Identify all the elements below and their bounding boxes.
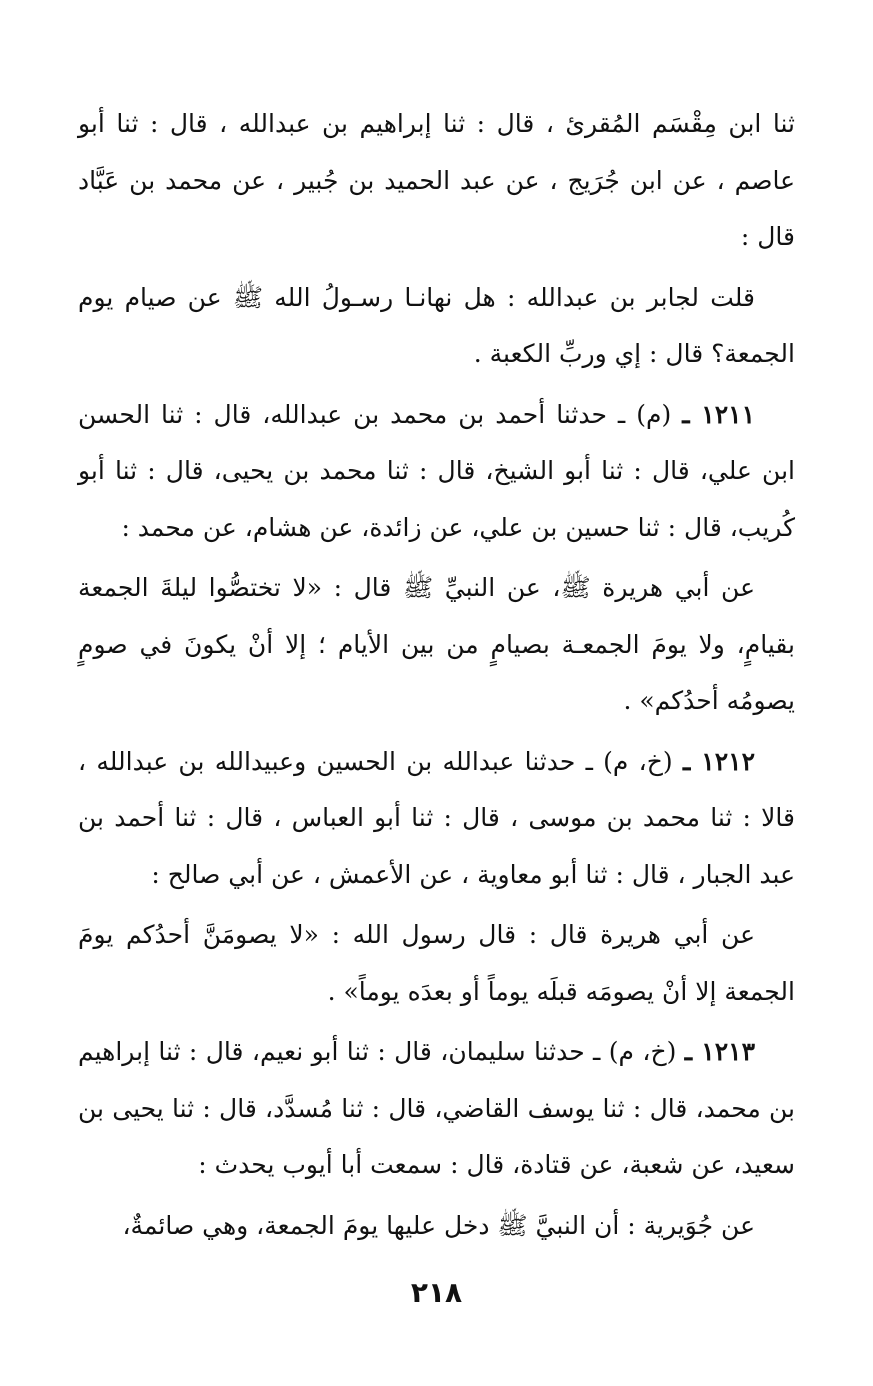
paragraph-matn [78,1198,795,1255]
main-text [78,96,795,1254]
hadith-1213 [78,1024,795,1194]
hadith-number: ١٢١١ ـ [682,399,755,429]
hadith-number: ١٢١٣ ـ [684,1037,756,1066]
paragraph-matn [78,907,795,1020]
paragraph-matn [78,270,795,383]
page-number: ٢١٨ [410,1276,463,1309]
paragraph-matn [78,560,795,730]
hadith-1211 [78,387,795,557]
paragraph-text: ثنا ابن مِقْسَم المُقرئ ، قال : ثنا إبراهيم بن عبدالله ، قال : ثنا أبو عاصم ، عن ابن جُرَيج ، عن عبد الحميد بن جُبير ، عن محمد بن عَبَّاد قال : [78,109,795,251]
paragraph-text: عن أبي هريرة ﷺ، عن النبيِّ ﷺ قال : «لا تختصُّوا ليلةَ الجمعة بقيامٍ، ولا يومَ الجمعـة بصيامٍ من بين الأيام ؛ إلا أنْ يكونَ في صومٍ يصومُه أحدُكم» . [78,573,795,715]
hadith-1212 [78,734,795,904]
paragraph-text: قلت لجابر بن عبدالله : هل نهانـا رسـولُ الله ﷺ عن صيام يوم الجمعة؟ قال : إي وربِّ الكعبة . [78,282,795,368]
paragraph-text: (خ، م) ـ حدثنا سليمان، قال : ثنا أبو نعيم، قال : ثنا إبراهيم بن محمد، قال : ثنا يوسف القاضي، قال : ثنا مُسدَّد، قال : ثنا يحيى بن سعيد، عن شعبة، عن قتادة، قال : سمعت أبا أيوب يحدث : [78,1037,795,1179]
paragraph-text: (م) ـ حدثنا أحمد بن محمد بن عبدالله، قال : ثنا الحسن ابن علي، قال : ثنا أبو الشيخ، قال : ثنا محمد بن يحيى، قال : ثنا أبو كُريب، قال : ثنا حسين بن علي، عن زائدة، عن هشام، عن محمد : [78,399,795,542]
hadith-number: ١٢١٢ ـ [682,746,756,776]
paragraph-text: عن أبي هريرة قال : قال رسول الله : «لا يصومَنَّ أحدُكم يومَ الجمعة إلا أنْ يصومَه قبلَه يوماً أو بعدَه يوماً» . [78,920,795,1006]
paragraph-text: (خ، م) ـ حدثنا عبدالله بن الحسين وعبيدالله بن عبدالله ، قالا : ثنا محمد بن موسى ، قال : ثنا أبو العباس ، قال : ثنا أحمد بن عبد الجبار ، قال : ثنا أبو معاوية ، عن الأعمش ، عن أبي صالح : [78,746,795,889]
paragraph-text: عن جُوَيرية : أن النبيَّ ﷺ دخل عليها يومَ الجمعة، وهي صائمةٌ، [122,1210,755,1240]
paragraph-isnad-continuation [78,96,795,266]
